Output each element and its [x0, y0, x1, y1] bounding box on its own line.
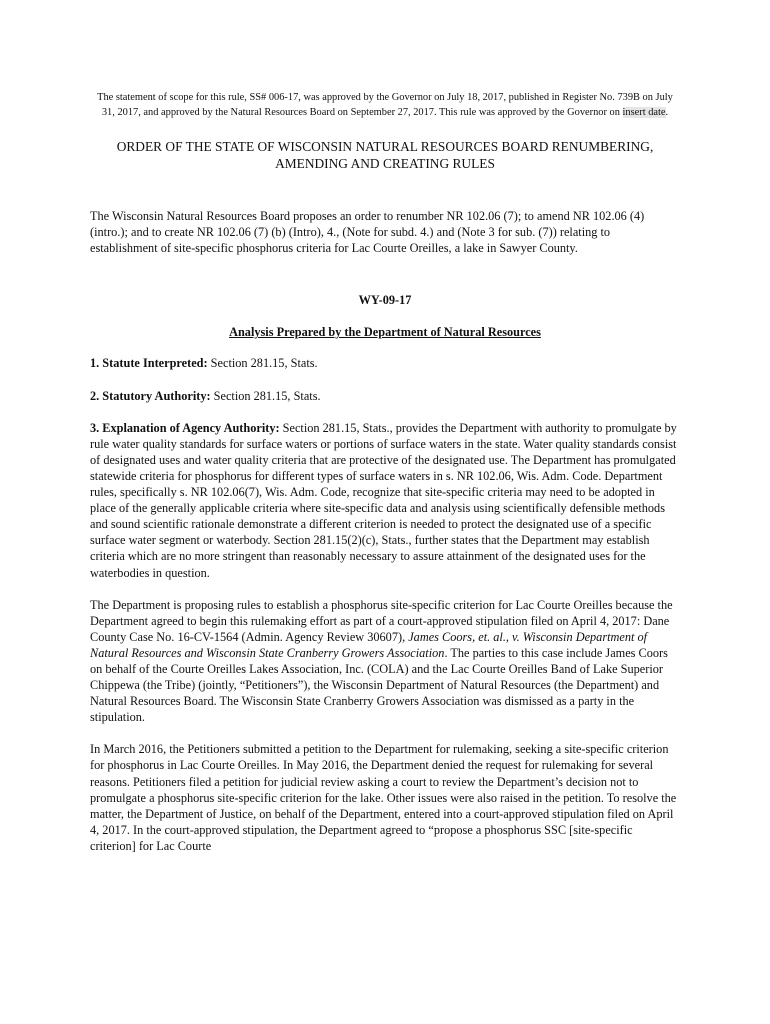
section-label: 2. Statutory Authority: — [90, 388, 211, 403]
case-name: James Coors, et. al., v. Wisconsin Department of Natural Resources and Wisconsin State Cranberry Growers Association — [90, 629, 648, 660]
paragraph-text: . The parties to this case include James Coors on behalf of the Courte Oreilles Lakes Association, Inc. (COLA) and the Lac Courte Oreilles Band of Lake Superior Chippewa (the Tribe) (jointly, “Petitioners”), the Wisconsin Department of Natural Resources (the Department) and Natural Resources Board. The Wisconsin State Cranberry Growers Association was dismissed as a party in the stipulation. — [90, 645, 668, 725]
paragraph-march-2016: In March 2016, the Petitioners submitted a petition to the Department for rulemaking, seeking a site-specific criterion for phosphorus in Lac Courte Oreilles. In May 2016, the Department denied the request for rulemaking for several reasons. Petitioners filed a petition for judicial review asking a court to review the Department’s decision not to promulgate a phosphorus site-specific criterion for the lake. Other issues were also raised in the petition. To resolve the matter, the Department of Justice, on behalf of the Department, entered into a court-approved stipulation filed on April 4, 2017. In the court-approved stipulation, the Department agreed to “propose a phosphorus SSC [site-specific criterion] for Lac Courte — [90, 742, 677, 853]
section-statute-interpreted — [90, 355, 680, 371]
paragraph-text: The Department is proposing rules to establish a phosphorus site-specific criterion for Lac Courte Oreilles because the Department agreed to begin this rulemaking effort as part of a court-approved stipulation filed on April 4, 2017: Dane County Case No. 16-CV-1564 (Admin. Agency Review 30607), — [90, 597, 673, 644]
section-agency-authority — [90, 420, 680, 581]
section-text: Section 281.15, Stats. — [207, 356, 318, 371]
document-id: WY-09-17 — [358, 293, 412, 308]
paragraph-proposing-rules — [90, 597, 680, 726]
order-title: ORDER OF THE STATE OF WISCONSIN NATURAL RESOURCES BOARD RENUMBERING, AMENDING AND CREATING RULES — [116, 139, 654, 171]
section-statutory-authority — [90, 388, 680, 404]
scope-text: The statement of scope for this rule, SS# 006-17, was approved by the Governor on July 18, 2017, published in Register No. 739B on July 31, 2017, and approved by the Natural Resources Board on September 27, 2017. This rule was approved by the Governor on — [97, 92, 673, 118]
scope-statement — [90, 90, 680, 120]
insert-date-placeholder: insert date — [622, 107, 666, 118]
document-page — [90, 90, 680, 854]
scope-text-end: . — [665, 107, 669, 118]
section-text: Section 281.15, Stats. — [210, 388, 321, 403]
intro-paragraph: The Wisconsin Natural Resources Board proposes an order to renumber NR 102.06 (7); to amend NR 102.06 (4) (intro.); and to create NR 102.06 (7) (b) (Intro), 4., (Note for subd. 4.) and (Note 3 for sub. (7)) relating to establishment of site-specific phosphorus criteria for Lac Courte Oreilles, a lake in Sawyer County. — [90, 209, 645, 256]
section-text: Section 281.15, Stats., provides the Department with authority to promulgate by rule water quality standards for surface waters or portions of surface waters in the state. Water quality standards consist of designated uses and water quality criteria that are protective of the designated use. The Department has promulgated statewide criteria for phosphorus for different types of surface waters in s. NR 102.06, Wis. Adm. Code. Department rules, specifically s. NR 102.06(7), Wis. Adm. Code, recognize that site-specific criteria may need to be adopted in place of the generally applicable criteria where site-specific data and analysis using scientifically defensible methods and sound scientific rationale demonstrate a different criterion is needed to protect the designated use of a specific surface water segment or waterbody. Section 281.15(2)(c), Stats., further states that the Department may establish criteria which are no more stringent than reasonably necessary to assure attainment of the designated uses for the waterbodies in question. — [90, 420, 677, 580]
section-label: 3. Explanation of Agency Authority: — [90, 420, 280, 435]
section-label: 1. Statute Interpreted: — [90, 356, 208, 371]
analysis-heading: Analysis Prepared by the Department of Natural Resources — [229, 325, 541, 340]
